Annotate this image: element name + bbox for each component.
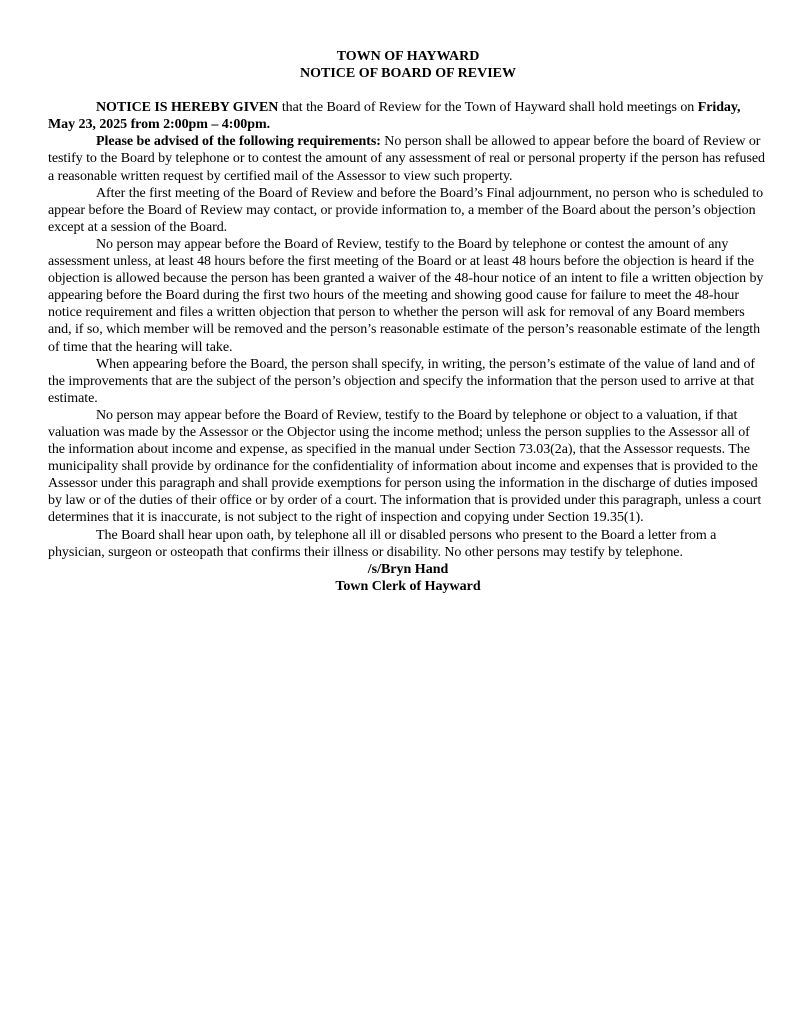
- requirements-lead: Please be advised of the following requirements:: [96, 134, 381, 150]
- paragraph-48-hour-notice: No person may appear before the Board of Review, testify to the Board by telephone or contest the amount of any assessment unless, at least 48 hours before the first meeting of the Board or at least 48 hours before the objection is heard if the objection is allowed because the person has been granted a waiver of the 48-hour notice of an intent to file a written objection by appearing before the Board during the first two hours of the meeting and showing good cause for failure to meet the 48-hour notice requirement and files a written objection that person to whether the person will ask for removal of any Board members and, if so, which member will be removed and the person’s reasonable estimate of the person’s reasonable estimate of the length of time that the hearing will take.: [48, 236, 764, 355]
- signature-title: Town Clerk of Hayward: [335, 578, 481, 594]
- paragraph-income-method: No person may appear before the Board of Review, testify to the Board by telephone or object to a valuation, if that valuation was made by the Assessor or the Objector using the income method; unless the person supplies to the Assessor all of the information about income and expense, as specified in the manual under Section 73.03(2a), that the Assessor requests. The municipality shall provide by ordinance for the confidentiality of information about income and expenses that is provided to the Assessor under this paragraph and shall provide exemptions for person using the information in the discharge of duties imposed by law or of the duties of their office or by order of a court. The information that is provided under this paragraph, unless a court determines that it is inaccurate, is not subject to the right of inspection and copying under Section 19.35(1).: [48, 407, 762, 526]
- document-title-town: TOWN OF HAYWARD: [336, 49, 480, 64]
- paragraph-requirements: [48, 133, 768, 184]
- paragraph-notice-given: [48, 99, 768, 133]
- signature-name: /s/Bryn Hand: [367, 561, 449, 577]
- notice-lead: NOTICE IS HEREBY GIVEN: [96, 100, 279, 116]
- paragraph-no-contact: After the first meeting of the Board of Review and before the Board’s Final adjournment, no person who is scheduled to appear before the Board of Review may contact, or provide information to, a member of the Board about the person’s objection except at a session of the Board.: [48, 185, 764, 235]
- paragraph-written-estimate: When appearing before the Board, the person shall specify, in writing, the person’s estimate of the value of land and of the improvements that are the subject of the person’s objection and specify the information that the person used to arrive at that estimate.: [48, 356, 756, 406]
- document-title-notice: NOTICE OF BOARD OF REVIEW: [300, 66, 516, 82]
- meeting-date: Friday, May 23, 2025 from 2:00pm – 4:00pm.: [48, 100, 741, 133]
- requirements-text: No person shall be allowed to appear before the board of Review or testify to the Board by telephone or to contest the amount of any assessment of real or personal property if the person has refused a reasonable written request by certified mail of the Assessor to view such property.: [48, 134, 765, 184]
- notice-text: that the Board of Review for the Town of Hayward shall hold meetings on: [278, 100, 698, 116]
- paragraph-telephone-testimony: The Board shall hear upon oath, by telephone all ill or disabled persons who present to the Board a letter from a physician, surgeon or osteopath that confirms their illness or disability. No other persons may testify by telephone.: [48, 527, 717, 560]
- notice-document: [48, 48, 768, 595]
- title-spacer: [48, 82, 768, 99]
